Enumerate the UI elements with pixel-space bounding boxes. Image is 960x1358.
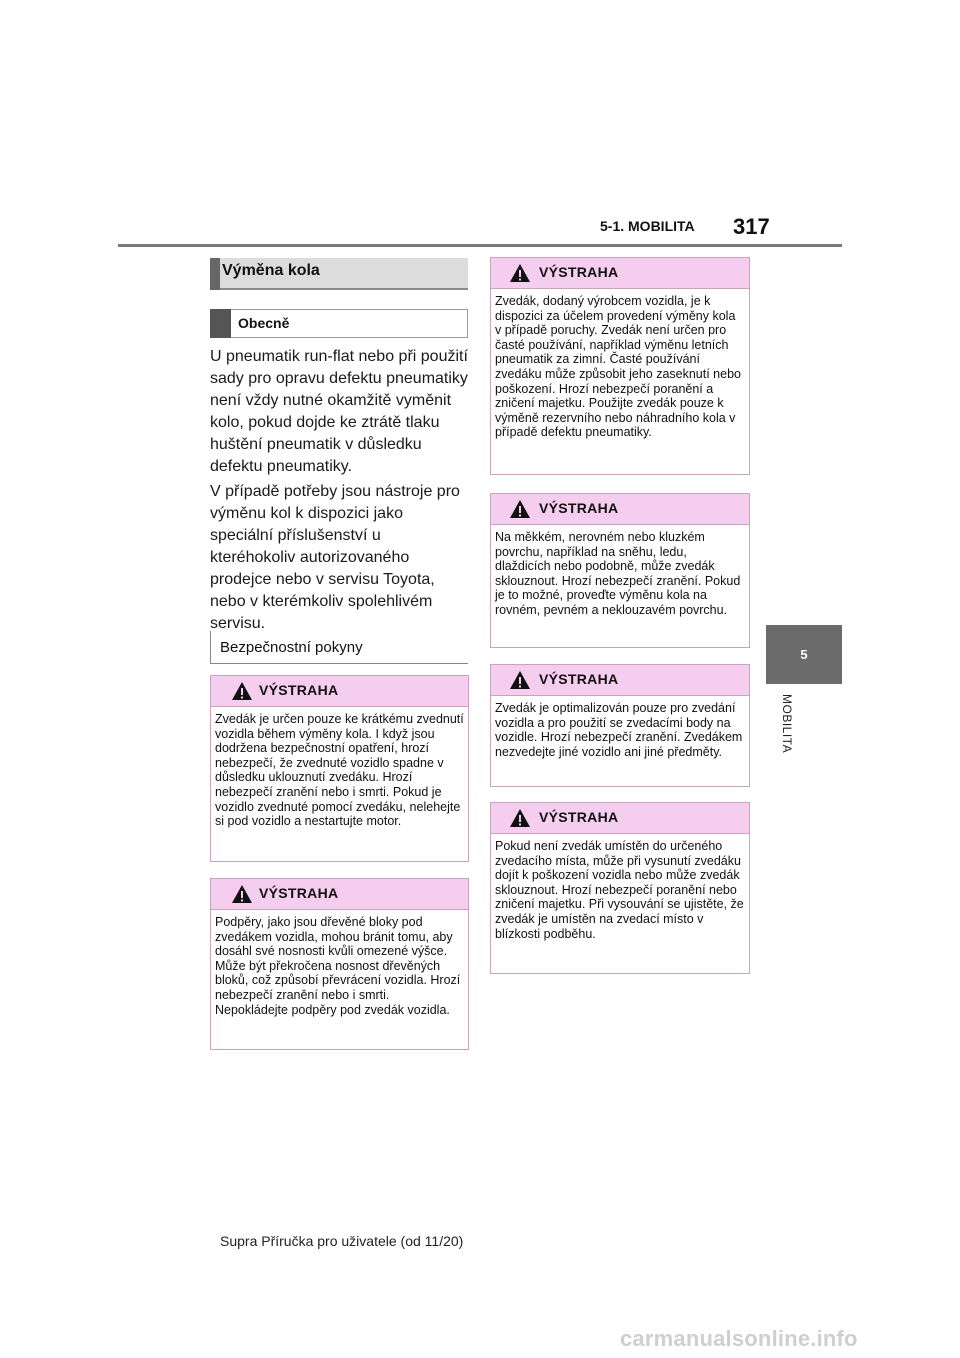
main-heading-text: Výměna kola — [222, 262, 320, 279]
footer-text: Supra Příručka pro uživatele (od 11/20) — [220, 1233, 464, 1249]
warning-triangle-icon — [509, 263, 531, 283]
subheading-text: Obecně — [238, 315, 290, 331]
main-heading — [210, 258, 468, 290]
paragraph-2: V případě potřeby jsou nástroje pro výměnu kol k dispozici jako speciální příslušenství u kteréhokoliv autorizovaného prodejce nebo v servisu Toyota, nebo v kterémkoliv spolehlivém servisu. — [210, 483, 460, 632]
warning-triangle-icon — [509, 808, 531, 828]
warning-header — [211, 879, 468, 910]
warning-box — [490, 257, 750, 475]
subheading — [210, 309, 468, 338]
warning-header — [491, 803, 749, 834]
warning-title: VÝSTRAHA — [539, 809, 619, 825]
warning-header — [491, 258, 749, 289]
warning-header — [491, 665, 749, 696]
warning-header — [211, 676, 468, 707]
page-number: 317 — [733, 214, 770, 239]
warning-text: Na měkkém, nerovném nebo kluzkém povrchu, například na sněhu, ledu, dlaždicích nebo podobně, může zvedák sklouznout. Hrozí nebezpečí zranění. Pokud je to možné, proveďte výměnu kola na rovném, pevném a neklouzavém povrchu. — [495, 530, 741, 617]
warning-text: Zvedák je optimalizován pouze pro zvedání vozidla a pro použití se zvedacími body na vozidle. Hrozí nebezpečí zranění. Zvedákem nezvedejte jiné vozidlo ani jiné předměty. — [495, 701, 743, 759]
warning-header — [491, 494, 749, 525]
warning-triangle-icon — [509, 499, 531, 519]
section-title: 5-1. MOBILITA — [600, 218, 695, 234]
warning-text: Zvedák je určen pouze ke krátkému zvednutí vozidla během výměny kola. I když jsou dodržena bezpečnostní opatření, hrozí nebezpečí, že zvednuté vozidlo spadne v důsledku uklouznutí zvedáku. Hrozí nebezpečí zranění nebo i smrti. Pokud je vozidlo zvednuté pomocí zvedáku, nelehejte si pod vozidlo a nestartujte motor. — [215, 712, 464, 829]
warning-text: Podpěry, jako jsou dřevěné bloky pod zvedákem vozidla, mohou bránit tomu, aby dosáhl své nosnosti kvůli omezené výšce. Může být překročena nosnost dřevěných bloků, což způsobí převrácení vozidla. Hrozí nebezpečí zranění nebo i smrti. Nepokládejte podpěry pod zvedák vozidla. — [215, 915, 461, 1017]
warning-text: Pokud není zvedák umístěn do určeného zvedacího místa, může při vysunutí zvedáku dojít k poškození vozidla nebo může zvedák sklouznout. Hrozí nebezpečí poranění nebo zničení majetku. Při vysouvání se ujistěte, že zvedák je umístěn na zvedací místo v blízkosti podběhu. — [495, 839, 744, 941]
safety-heading-text: Bezpečnostní pokyny — [220, 639, 363, 656]
paragraph-1: U pneumatik run-flat nebo při použití sady pro opravu defektu pneumatiky není vždy nutné okamžitě vyměnit kolo, pokud dojde ke ztrátě tlaku huštění pneumatik v důsledku defektu pneumatiky. — [210, 348, 468, 475]
subheading-bar — [210, 309, 231, 338]
warning-box — [210, 878, 469, 1050]
warning-triangle-icon — [231, 884, 253, 904]
warning-text: Zvedák, dodaný výrobcem vozidla, je k dispozici za účelem provedení výměny kola v případě poruchy. Zvedák není určen pro časté používání, například výměnu letních pneumatik za zimní. Časté používání zvedáku může způsobit jeho zaseknutí nebo poškození. Hrozí nebezpečí poranění a zničení majetku. Použijte zvedák pouze k výměně rezervního nebo náhradního kola v případě defektu pneumatiky. — [495, 294, 741, 440]
warning-box — [490, 493, 750, 648]
heading-bar — [210, 258, 220, 290]
warning-box — [490, 664, 750, 787]
chapter-number: 5 — [800, 647, 808, 662]
warning-title: VÝSTRAHA — [539, 500, 619, 516]
warning-title: VÝSTRAHA — [539, 264, 619, 280]
warning-triangle-icon — [231, 681, 253, 701]
warning-title: VÝSTRAHA — [259, 682, 339, 698]
header-rule — [118, 244, 842, 247]
warning-box — [490, 802, 750, 974]
warning-triangle-icon — [509, 670, 531, 690]
chapter-label: MOBILITA — [780, 694, 794, 754]
warning-title: VÝSTRAHA — [259, 885, 339, 901]
safety-heading — [210, 631, 468, 664]
warning-box — [210, 675, 469, 862]
watermark: carmanualsonline.info — [620, 1326, 858, 1351]
warning-title: VÝSTRAHA — [539, 671, 619, 687]
